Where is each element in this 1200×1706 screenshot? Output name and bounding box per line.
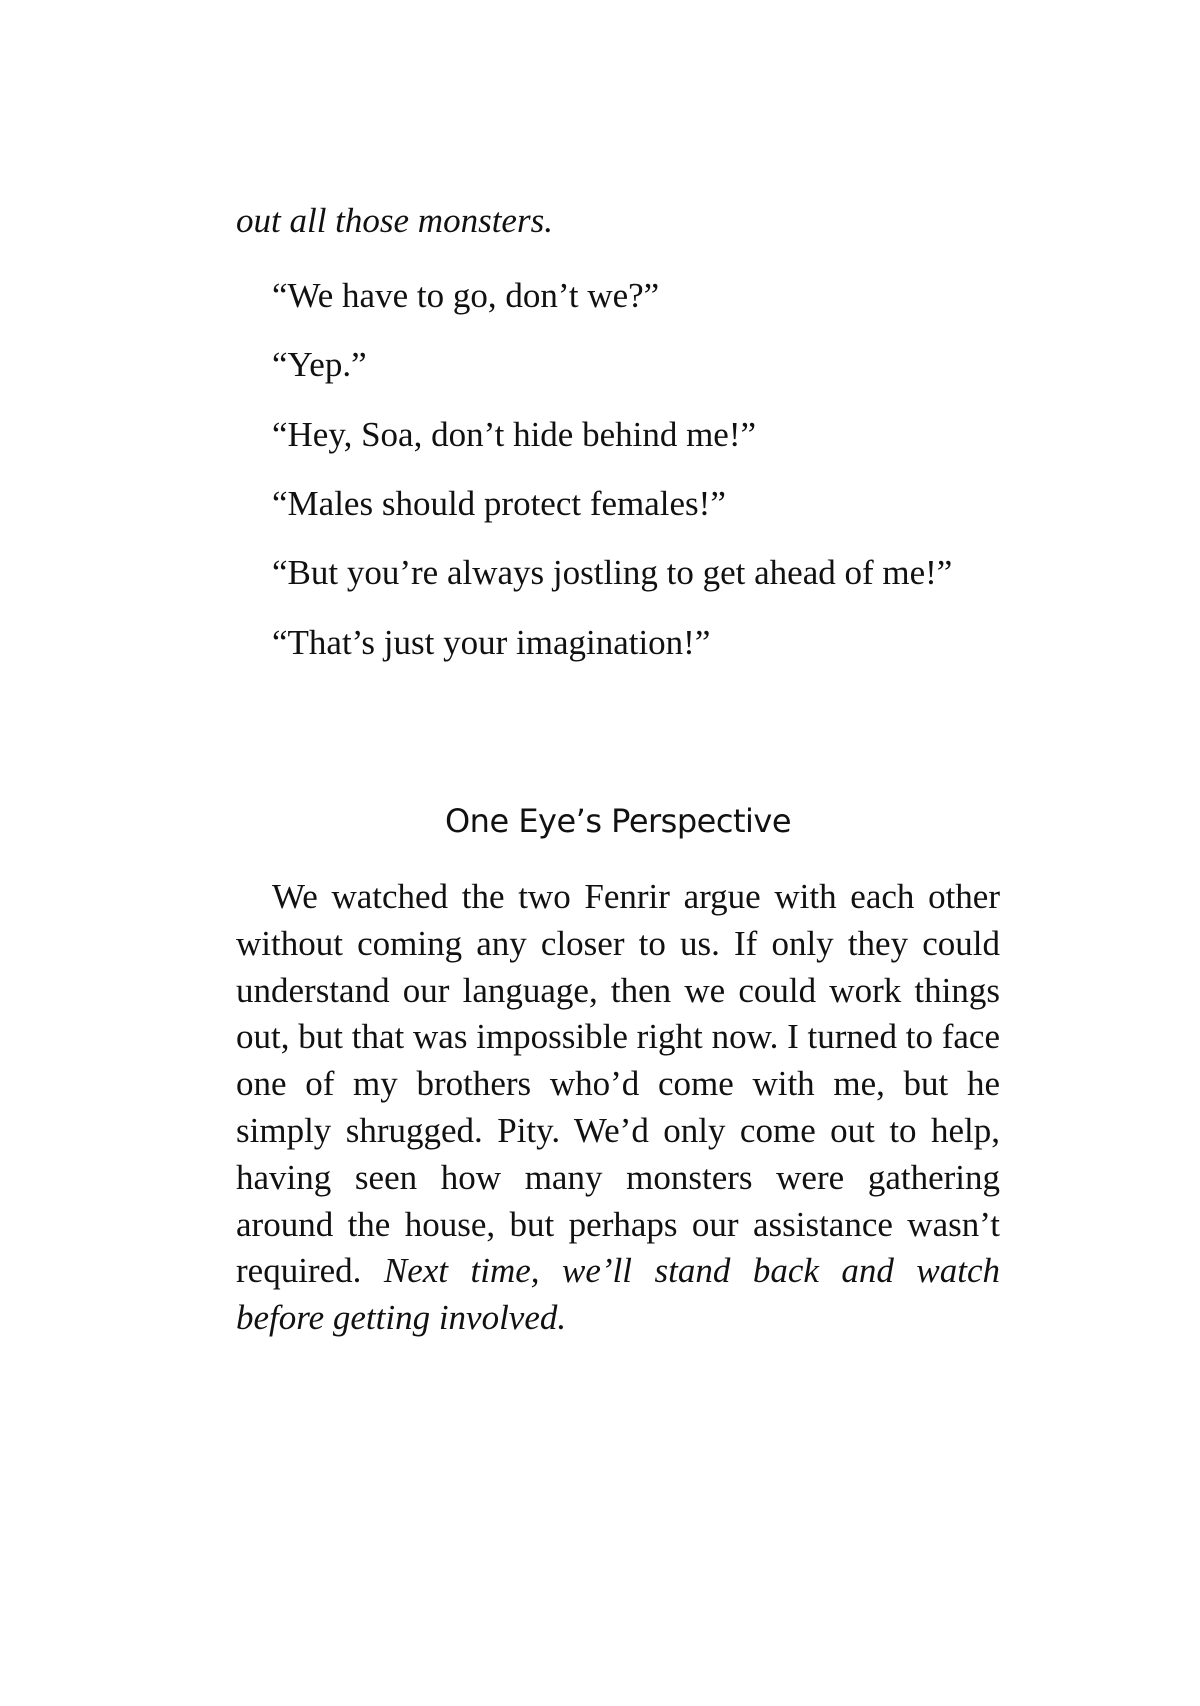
- continuation-line: out all those monsters.: [236, 201, 553, 240]
- dialogue-line-6: “That’s just your imagination!”: [272, 623, 711, 662]
- dialogue-line-1: “We have to go, don’t we?”: [272, 276, 660, 315]
- dialogue-line-5: “But you’re always jostling to get ahead of me!”: [272, 553, 953, 592]
- body-paragraph: [236, 874, 1000, 1342]
- dialogue-line-4: “Males should protect females!”: [272, 484, 726, 523]
- section-heading: One Eye’s Perspective: [444, 802, 791, 840]
- paragraph-italic-text: Next time, we’ll stand back and watch before getting involved.: [236, 1251, 1000, 1338]
- dialogue-line-3: “Hey, Soa, don’t hide behind me!”: [272, 415, 757, 454]
- dialogue-line-2: “Yep.”: [272, 345, 367, 384]
- paragraph-text: We watched the two Fenrir argue with each other without coming any closer to us. If only they could understand our language, then we could work things out, but that was impossible right now. I turned to face one of my brothers who’d come with me, but he simply shrugged. Pity. We’d only come out to help, having seen how many monsters were gathering around the house, but perhaps our assistance wasn’t required.: [236, 877, 1000, 1291]
